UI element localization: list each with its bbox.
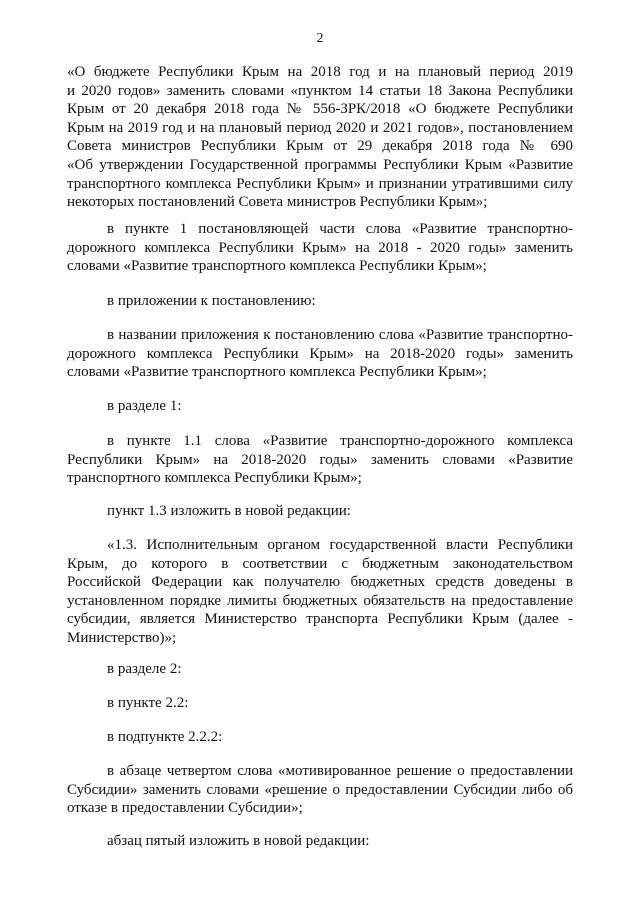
paragraph-appendix-title (67, 326, 573, 382)
text-line: в пункте 1 постановляющей части слова «Развитие транспортно- (107, 221, 573, 237)
paragraph-point-1-1 (67, 432, 573, 488)
text-line: в приложении к постановлению: (107, 293, 316, 309)
text-line: и 2020 годов» заменить словами «пунктом 14 статьи 18 Закона Республики (67, 82, 573, 99)
text-line: в названии приложения к постановлению слова «Развитие транспортно- (107, 327, 573, 343)
paragraph-appendix-intro (67, 292, 573, 311)
text-line: Совета министров Республики Крым от 29 декабря 2018 года № 690 (67, 138, 573, 155)
paragraph-point-1 (67, 220, 573, 276)
text-line: Российской Федерации как получателю бюджетных средств доведены в (67, 574, 573, 591)
text-line: субсидии, является Министерство транспорта Республики Крым (далее - (67, 611, 573, 628)
text-line: «Об утверждении Государственной программы Республики Крым «Развитие (67, 156, 573, 173)
paragraph-budget-reference (67, 63, 573, 212)
text-line: Крым, до которого в соответствии с бюджетным законодательством (67, 555, 573, 572)
paragraph-section-1 (67, 397, 573, 416)
text-line: Министерство)»; (67, 629, 177, 646)
paragraph-section-2 (67, 660, 573, 679)
text-line: абзац пятый изложить в новой редакции: (107, 833, 370, 849)
text-line: некоторых постановлений Совета министров Республики Крым»; (67, 194, 488, 211)
text-line: Крым на 2019 год и на плановый период 2020 и 2021 годов», постановлением (67, 119, 573, 136)
text-line: в пункте 1.1 слова «Развитие транспортно-дорожного комплекса (107, 433, 573, 449)
text-line: Республики Крым» на 2018-2020 годы» заменить словами «Развитие (67, 451, 573, 468)
paragraph-point-1-3-intro (67, 502, 573, 521)
page-number: 2 (316, 31, 324, 46)
text-line: в разделе 1: (107, 398, 182, 414)
text-line: дорожного комплекса Республики Крым» на 2018-2020 годы» заменить (67, 345, 573, 362)
text-line: пункт 1.3 изложить в новой редакции: (107, 503, 351, 519)
text-line: словами «Развитие транспортного комплекса Республики Крым»; (67, 364, 487, 381)
text-line: установленном порядке лимиты бюджетных обязательств на предоставление (67, 592, 573, 609)
text-line: Крым от 20 декабря 2018 года № 556-ЗРК/2018 «О бюджете Республики (67, 101, 573, 118)
text-line: «О бюджете Республики Крым на 2018 год и на плановый период 2019 (67, 64, 573, 80)
paragraph-point-1-3-text (67, 536, 573, 648)
text-line: словами «Развитие транспортного комплекса Республики Крым»; (67, 258, 487, 275)
text-line: в пункте 2.2: (107, 695, 189, 711)
text-line: транспортного комплекса Республики Крым» и признании утратившими силу (67, 175, 573, 192)
text-line: Субсидии» заменить словами «решение о предоставлении Субсидии либо об (67, 781, 573, 798)
paragraph-subpoint-2-2-2 (67, 728, 573, 747)
text-line: в подпункте 2.2.2: (107, 729, 223, 745)
text-line: дорожного комплекса Республики Крым» на 2018 - 2020 годы» заменить (67, 239, 573, 256)
paragraph-point-2-2 (67, 694, 573, 713)
text-line: отказе в предоставлении Субсидии»; (67, 800, 303, 817)
paragraph-fourth-subsection (67, 762, 573, 818)
text-line: в разделе 2: (107, 661, 182, 677)
text-line: транспортного комплекса Республики Крым»; (67, 470, 362, 487)
paragraph-fifth-subsection (67, 832, 573, 851)
text-line: «1.3. Исполнительным органом государственной власти Республики (107, 537, 573, 553)
text-line: в абзаце четвертом слова «мотивированное решение о предоставлении (107, 763, 573, 779)
